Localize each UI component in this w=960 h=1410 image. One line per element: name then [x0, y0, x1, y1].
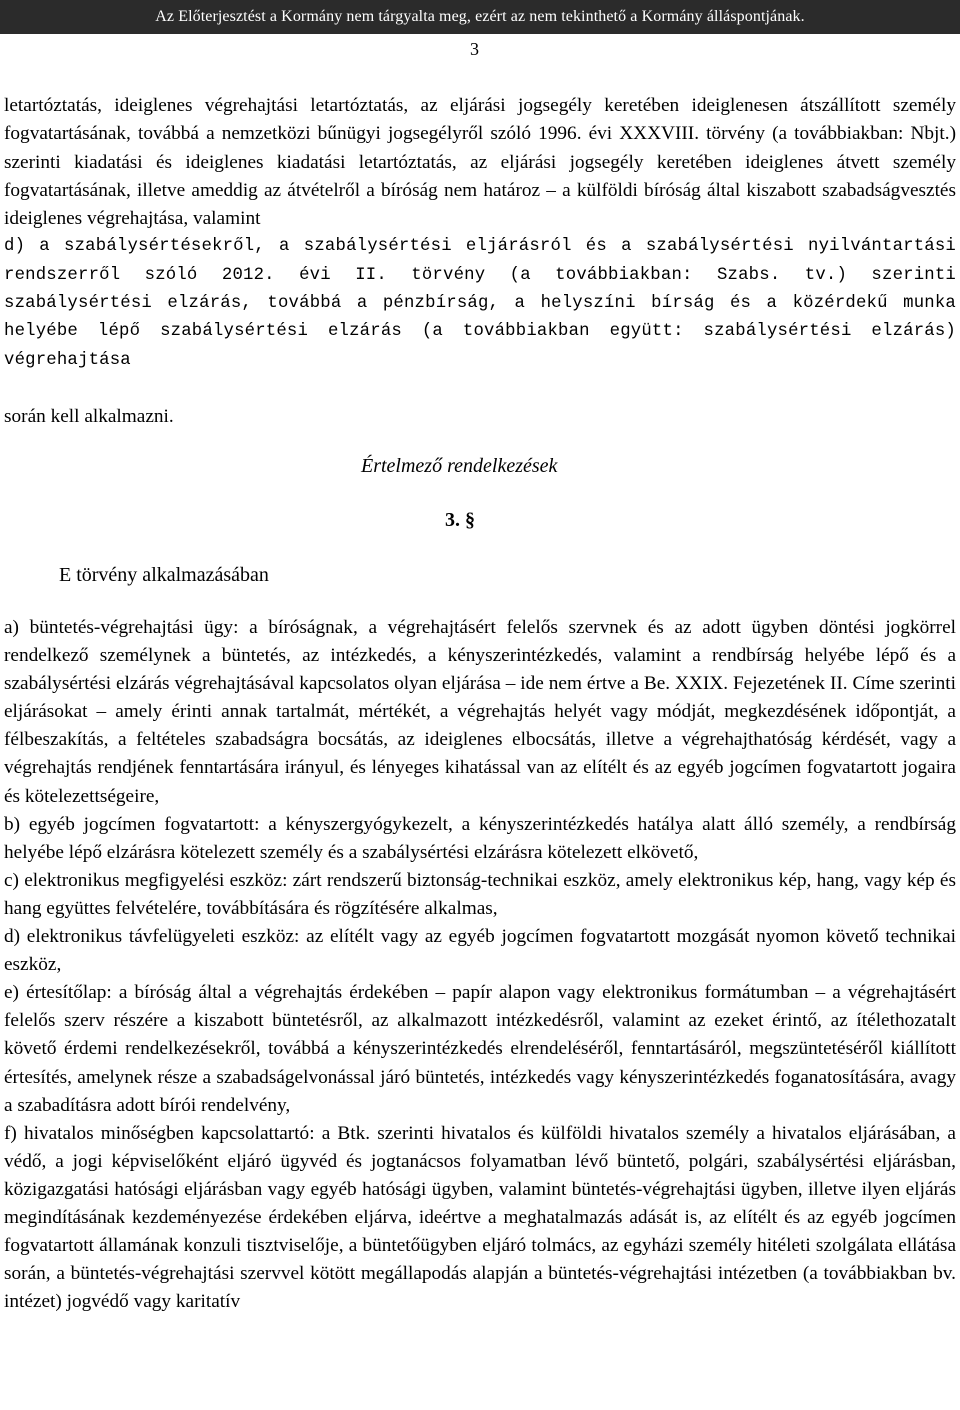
page-number: 3 — [470, 39, 479, 59]
definition-c: c) elektronikus megfigyelési eszköz: zárt rendszerű biztonság-technikai eszköz, amely elektronikus kép, hang, vagy kép és hang együttes felvételére, továbbítására és rögzítésére alkalmas, — [4, 869, 956, 919]
intro-section — [4, 92, 956, 431]
section-lead: E törvény alkalmazásában — [59, 564, 269, 586]
intro-paragraph-continued: letartóztatás, ideiglenes végrehajtási letartóztatás, az eljárási jogsegély keretében ideiglenesen átszállított személy fogvatartásának, továbbá a nemzetközi bűnügyi jogsegélyről szóló 1996. évi XXXVIII. törvény (a továbbiakban: Nbjt.) szerinti kiadatási és ideiglenes kiadatási letartóztatás, az eljárási jogsegély keretében ideiglenes átvett személy fogvatartásának, illetve ameddig az átvételről a bíróság nem határoz – a külföldi bíróság által kiszabott szabadságvesztés ideiglenes végrehajtása, valamint — [4, 95, 956, 230]
definition-f: f) hivatalos minőségben kapcsolattartó: a Btk. szerinti hivatalos és külföldi hivatalos személy a hivatalos eljárásában, a védő, a jogi képviselőként eljáró ügyvéd és jogtanácsos folyamatban lévő büntető, polgári, szabálysértési eljárásban, közigazgatási hatósági eljárásban vagy egyéb hatósági ügyben, valamint büntetés-végrehajtási ügyben, illetve ilyen eljárás megindításának kezdeményezése érdekében eljárva, ideértve a meghatalmazás adását is, az elítélt és az egyéb jogcímen fogvatartott államának konzuli tisztviselője, a büntetőügyben eljáró tolmács, az egyházi személy hitéleti szolgálata ellátása során, a büntetés-végrehajtási szervvel kötött megállapodás alapján a büntetés-végrehajtási intézetben (a továbbiakban bv. intézet) jogvédő vagy karitatív — [4, 1122, 956, 1313]
definition-b: b) egyéb jogcímen fogvatartott: a kényszergyógykezelt, a kényszerintézkedés hatálya alatt álló személy, a rendbírság helyébe lépő elzárásra kötelezett személy és a szabálysértési elzárásra kötelezett elkövető, — [4, 813, 956, 863]
definitions-list — [4, 614, 956, 1316]
disclaimer-banner: Az Előterjesztést a Kormány nem tárgyalta meg, ezért az nem tekinthető a Kormány álláspontjának. — [0, 0, 960, 34]
intro-closing: során kell alkalmazni. — [4, 405, 174, 427]
spacer — [4, 375, 956, 403]
intro-paragraph-d: d) a szabálysértésekről, a szabálysértési eljárásról és a szabálysértési nyilvántartási rendszerről szóló 2012. évi II. törvény (a továbbiakban: Szabs. tv.) szerinti szabálysértési elzárás, továbbá a pénzbírság, a helyszíni bírság és a közérdekű munka helyébe lépő szabálysértési elzárás (a továbbiakban együtt: szabálysértési elzárás) végrehajtása — [4, 237, 956, 370]
definition-e: e) értesítőlap: a bíróság által a végrehajtás érdekében – papír alapon vagy elektronikus formátumban – a végrehajtásért felelős szerv részére a kiszabott büntetésről, az alkalmazott intézkedésről, valamint az ezeket érintő, az ítélethozatalt követő érdemi rendelkezésekről, továbbá a kényszerintézkedés elrendeléséről, fenntartásáról, megszüntetéséről kiállított értesítés, amelynek része a szabadságelvonással járó büntetés, intézkedés vagy kényszerintézkedés foganatosítására, avagy a szabadításra adott bírói rendelvény, — [4, 982, 956, 1116]
section-title: Értelmező rendelkezések — [361, 455, 558, 477]
section-number: 3. § — [445, 509, 475, 531]
definition-a: a) büntetés-végrehajtási ügy: a bíróságnak, a végrehajtásért felelős szervnek és az adott ügyben döntési jogkörrel rendelkező személynek a büntetés, az intézkedés, a kényszerintézkedés, valamint a rendbírság helyébe lépő és a szabálysértési elzárás végrehajtásával kapcsolatos olyan eljárása – ide nem értve a Be. XXIX. Fejezetének II. Címe szerinti eljárásokat – amely érinti annak tartalmát, mértékét, a végrehajtás helyét vagy módját, megkezdésének időpontját, a félbeszakítás, a feltételes szabadságra bocsátás, az ideiglenes elbocsátás, illetve a végrehajthatóság kérdését, vagy a végrehajtás rendjének fenntartására irányul, és lényeges kihatással van az elítélt és az egyéb jogcímen fogvatartott jogaira és kötelezettségeire, — [4, 617, 956, 807]
definition-d: d) elektronikus távfelügyeleti eszköz: az elítélt vagy az egyéb jogcímen fogvatartott mozgását nyomon követő technikai eszköz, — [4, 926, 956, 976]
